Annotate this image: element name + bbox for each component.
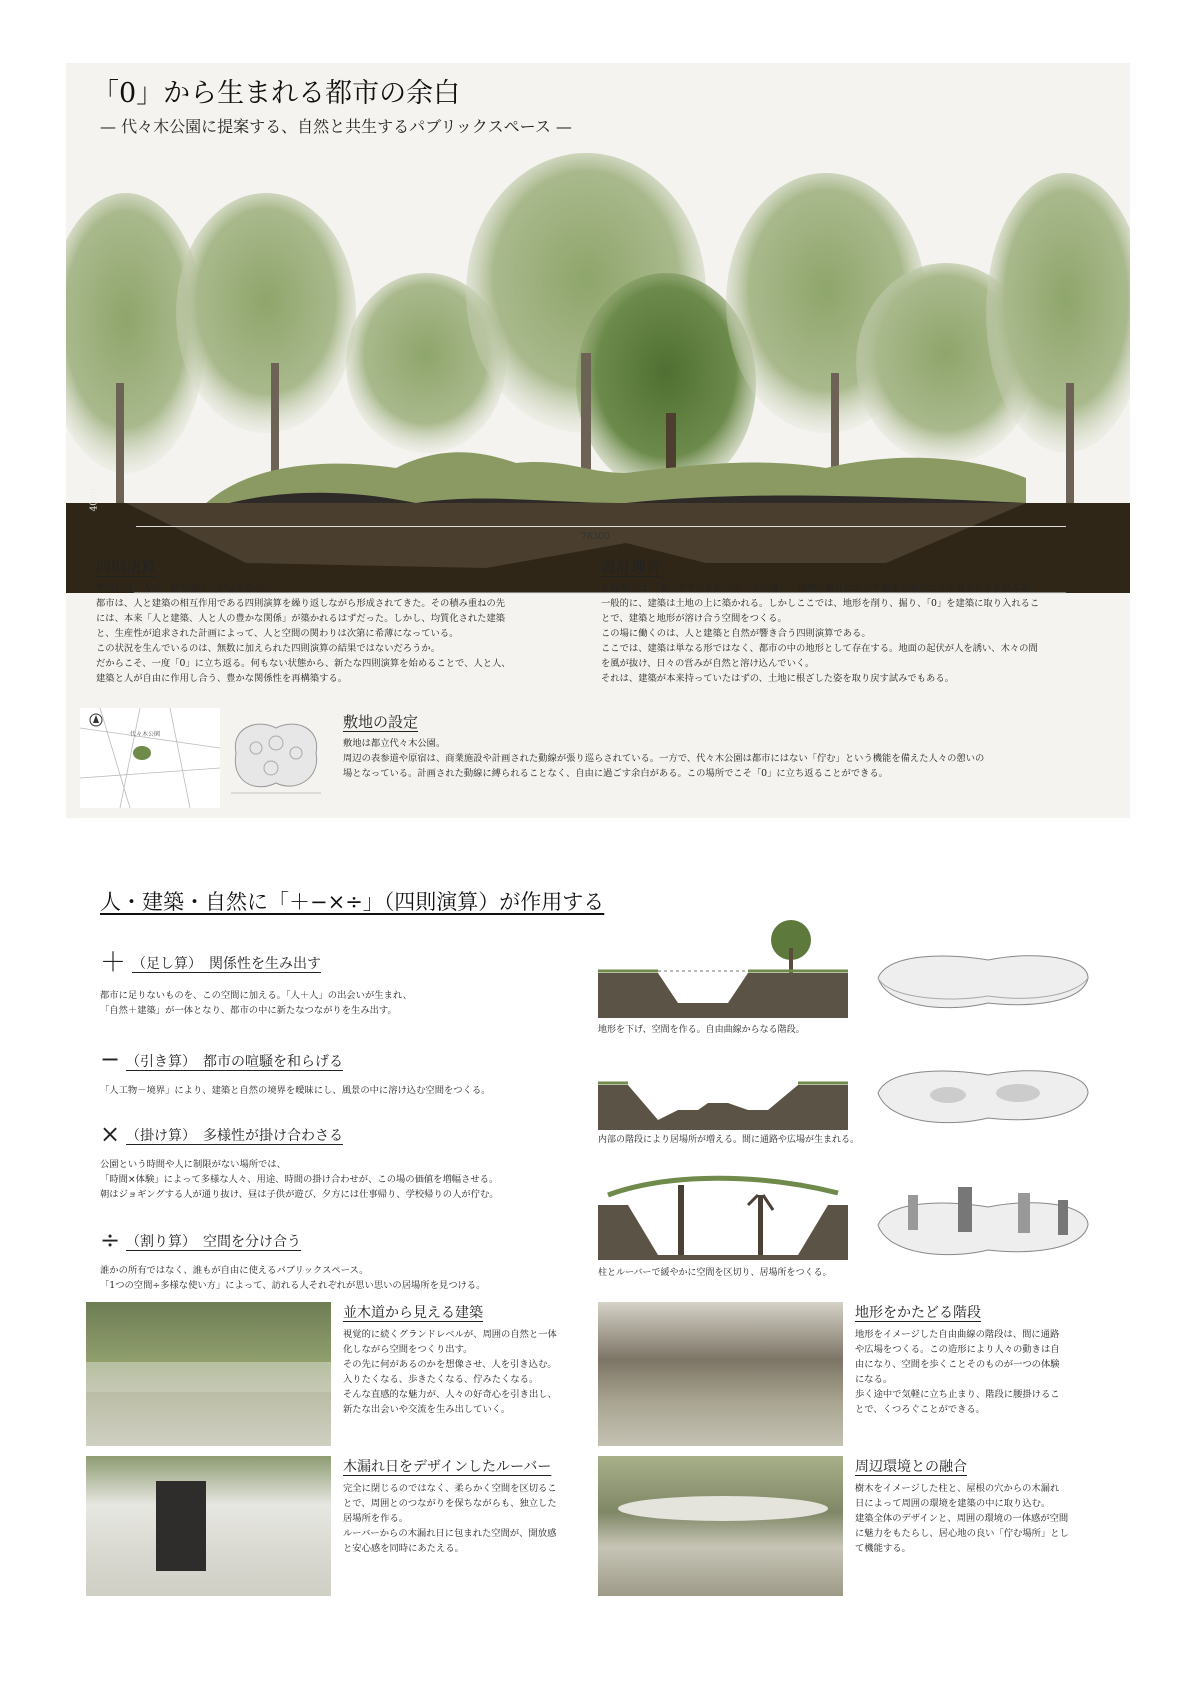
- sekkei-heading: 設計趣旨: [601, 558, 662, 576]
- feature-avenue-text: [343, 1327, 593, 1417]
- times-symbol: ×: [100, 1120, 121, 1148]
- feature-louver-heading: 木漏れ日をデザインしたルーバー: [343, 1459, 552, 1475]
- op-times-text: [100, 1157, 570, 1202]
- text-line: 入りたくなる、歩きたくなる、佇みたくなる。: [343, 1374, 539, 1386]
- site-text: [343, 736, 1123, 781]
- text-line: 歩く途中で気軽に立ち止まり、階段に腰掛けるこ: [855, 1389, 1060, 1401]
- hero-panel: [66, 63, 1130, 818]
- diagram-minus-section: [598, 1065, 848, 1130]
- op-times-heading: （掛け算） 多様性が掛け合わさる: [126, 1128, 343, 1144]
- text-line: とで、周囲とのつながりを保ちながらも、独立した: [343, 1498, 557, 1510]
- photo-environment-roof: [618, 1496, 828, 1521]
- text-line: と、生産性が追求された計画によって、人と空間の関わりは次第に希薄になっている。: [96, 628, 459, 640]
- text-line: ここでは、建築は単なる形ではなく、都市の中の地形として存在する。地面の起伏が人を誘い、木々の間: [601, 643, 1038, 655]
- dim-line: [136, 526, 1066, 527]
- photo-avenue-roof: [86, 1362, 331, 1392]
- op-divide-heading: （割り算） 空間を分け合う: [126, 1234, 301, 1250]
- text-line: 「自然＋建築」が一体となり、都市の中に新たなつながりを生み出す。: [100, 1005, 397, 1017]
- caption-divide: 柱とルーバーで緩やかに空間を区切り、居場所をつくる。: [598, 1268, 832, 1278]
- text-line: になる。: [855, 1374, 893, 1386]
- operations-title: 人・建築・自然に「＋−×÷」（四則演算）が作用する: [100, 890, 605, 914]
- text-line: 敷地は都立代々木公園。: [343, 738, 446, 749]
- caption-minus: 内部の階段により居場所が増える。間に通路や広場が生まれる。: [598, 1135, 860, 1145]
- site-heading: 敷地の設定: [343, 713, 419, 731]
- feature-environment-heading: 周辺環境との融合: [855, 1459, 967, 1475]
- text-line: 視覚的に続くグランドレベルが、周囲の自然と一体: [343, 1329, 557, 1340]
- text-line: 「人工物－境界」により、建築と自然の境界を曖昧にし、風景の中に溶け込む空間をつくる。: [100, 1085, 491, 1096]
- plus-symbol: ＋: [100, 948, 127, 978]
- text-line: 地形をイメージした自由曲線の階段は、間に通路: [855, 1329, 1060, 1340]
- page-title: 「0」から生まれる都市の余白: [92, 78, 461, 109]
- text-line: や広場をつくる。この造形により人々の動きは自: [855, 1344, 1060, 1356]
- text-line: 公園という時間や人に制限がない場所では、: [100, 1159, 286, 1170]
- diagram-divide-3d: [868, 1175, 1098, 1260]
- caption-plus: 地形を下げ、空間を作る。自由曲線からなる階段。: [598, 1025, 805, 1035]
- text-line: には、本来「人と建築、人と人の豊かな関係」が築かれるはずだった。しかし、均質化された建築: [96, 613, 506, 625]
- diagram-minus-3d: [868, 1063, 1098, 1133]
- text-line: 本提案では、「0＝グランドレベル」と定義し、地形の操作によって建築の原点に立ち返ることを試みる。: [601, 583, 1040, 594]
- op-minus-text: [100, 1083, 570, 1098]
- op-divide-text: [100, 1263, 570, 1293]
- text-line: 誰かの所有ではなく、誰もが自由に使えるパブリックスペース。: [100, 1265, 369, 1276]
- text-line: この状況を生んでいるのは、無数に加えられた四則演算の結果ではないだろうか。: [96, 643, 440, 655]
- feature-stairs-text: [855, 1327, 1115, 1417]
- diagram-plus-3d: [868, 948, 1098, 1018]
- text-line: を風が抜け、日々の営みが自然と溶け込んでいく。: [601, 658, 815, 670]
- text-line: と安心感を同時にあたえる。: [343, 1543, 464, 1555]
- feature-avenue-heading: 並木道から見える建築: [343, 1305, 483, 1321]
- text-line: その先に何があるのかを想像させ、人を引き込む。: [343, 1359, 557, 1371]
- text-line: 新たな出会いや交流を生み出していく。: [343, 1404, 511, 1416]
- text-line: 朝はジョギングする人が通り抜け、昼は子供が遊び、夕方には仕事帰り、学校帰りの人が佇む。: [100, 1189, 499, 1201]
- site-plan: [226, 713, 326, 798]
- feature-louver-text: [343, 1481, 593, 1556]
- feature-stairs-heading: 地形をかたどる階段: [855, 1305, 981, 1321]
- text-line: 一般的に、建築は土地の上に築かれる。しかしここでは、地形を削り、掘り、「0」を建築に取り入れるこ: [601, 598, 1040, 610]
- site-map-label: 代々木公園: [130, 731, 161, 738]
- text-line: 「1つの空間÷多様な使い方」によって、訪れる人それぞれが思い思いの居場所を見つける。: [100, 1280, 486, 1292]
- photo-louver-column: [156, 1481, 206, 1571]
- text-line: そんな直感的な魅力が、人々の好奇心を引き出し、: [343, 1389, 557, 1401]
- text-line: 完全に閉じるのではなく、柔らかく空間を区切るこ: [343, 1483, 557, 1494]
- text-line: 「時間×体験」によって多様な人々、用途、時間の掛け合わせが、この場の価値を増幅させる。: [100, 1174, 499, 1186]
- text-line: 樹木をイメージした柱と、屋根の穴からの木漏れ: [855, 1483, 1060, 1494]
- text-line: 都市は、人と建築の相互作用である四則演算を繰り返しながら形成されてきた。その積み重ねの先: [96, 598, 506, 610]
- feature-environment-text: [855, 1481, 1115, 1556]
- dim-height: 4000: [89, 488, 100, 512]
- sekkei-text: [601, 581, 1121, 686]
- diagram-divide-section: [598, 1175, 848, 1260]
- text-line: だからこそ、一度「0」に立ち返る。何もない状態から、新たな四則演算を始めることで、人と人、: [96, 658, 511, 670]
- text-line: 都市には、人が「佇む場所」が足りない。: [96, 583, 273, 594]
- text-line: とで、建築と地形が溶け合う空間をつくる。: [601, 613, 787, 625]
- text-line: ルーバーからの木漏れ日に包まれた空間が、開放感: [343, 1528, 557, 1540]
- op-plus-heading: （足し算） 関係性を生み出す: [132, 956, 321, 972]
- op-minus-heading: （引き算） 都市の喧騒を和らげる: [126, 1054, 343, 1070]
- text-line: とで、くつろぐことができる。: [855, 1404, 985, 1416]
- photo-avenue: [86, 1302, 331, 1446]
- diagram-plus-section: [598, 918, 848, 1018]
- text-line: それは、建築が本来持っていたはずの、土地に根ざした姿を取り戻す試みでもある。: [601, 673, 954, 685]
- text-line: 化しながら空間をつくり出す。: [343, 1344, 473, 1356]
- page-subtitle: — 代々木公園に提案する、自然と共生するパブリックスペース —: [100, 117, 572, 136]
- divide-symbol: ÷: [100, 1226, 121, 1254]
- photo-stairs: [598, 1302, 843, 1446]
- minus-symbol: −: [100, 1045, 121, 1073]
- text-line: 周辺の表参道や原宿は、商業施設や計画された動線が張り巡らされている。一方で、代々木公園は都市にはない「佇む」という機能を備えた人々の憩いの: [343, 753, 985, 765]
- text-line: に魅力をもたらし、居心地の良い「佇む場所」とし: [855, 1528, 1069, 1540]
- text-line: 居場所を作る。: [343, 1513, 409, 1525]
- photo-environment: [598, 1456, 843, 1596]
- text-line: 建築全体のデザインと、周囲の環境の一体感が空間: [855, 1513, 1069, 1525]
- text-line: 場となっている。計画された動線に縛られることなく、自由に過ごす余白がある。この場所でこそ「0」に立ち返ることができる。: [343, 768, 888, 780]
- text-line: て機能する。: [855, 1543, 911, 1555]
- shisoku-heading: 四則演算: [96, 558, 157, 576]
- text-line: 建築と人が自由に作用し合う、豊かな関係性を再構築する。: [96, 673, 348, 685]
- op-plus-text: [100, 988, 570, 1018]
- text-line: この場に働くのは、人と建築と自然が響き合う四則演算である。: [601, 628, 871, 640]
- site-map: [80, 708, 220, 808]
- text-line: 都市に足りないものを、この空間に加える。「人＋人」の出会いが生まれ、: [100, 990, 413, 1001]
- shisoku-text: [96, 581, 576, 686]
- photo-louver: [86, 1456, 331, 1596]
- dim-width: 78300: [581, 532, 610, 542]
- text-line: 日によって周囲の環境を建築の中に取り込む。: [855, 1498, 1051, 1510]
- text-line: 由になり、空間を歩くことそのものが一つの体験: [855, 1359, 1060, 1371]
